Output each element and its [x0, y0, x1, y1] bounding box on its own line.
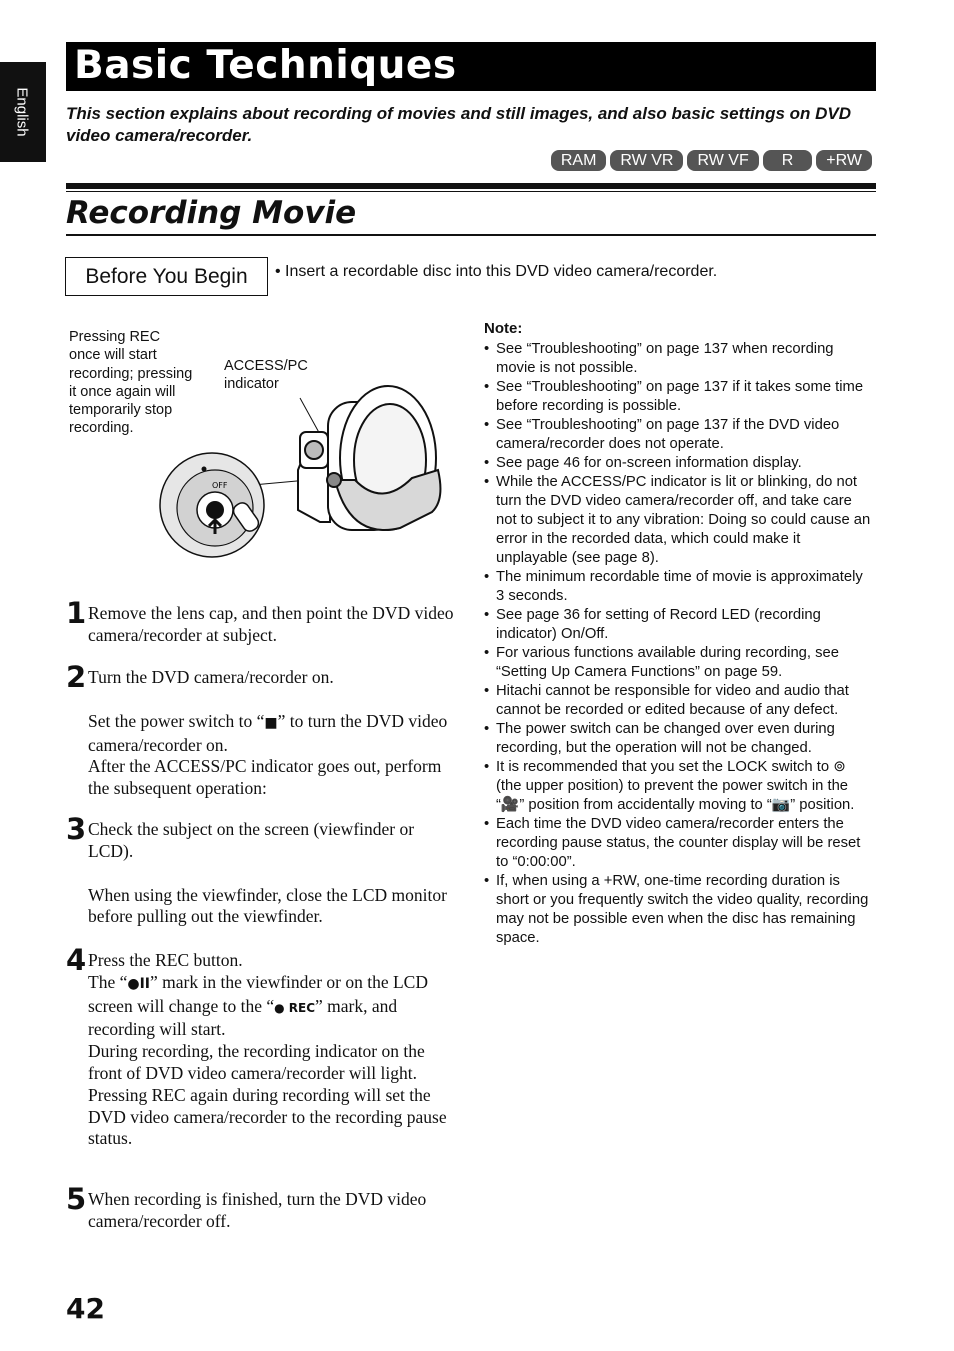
language-tab-label: English: [13, 87, 31, 137]
step-text: Remove the lens cap, and then point the DVD video camera/recorder at subject.: [88, 603, 454, 645]
note-heading: Note:: [484, 320, 523, 337]
rec-button-caption: Pressing REC once will start recording; pressing it once again will temporarily stop recording.: [69, 329, 193, 437]
disc-type-badges: [551, 150, 872, 171]
badge-r: R: [763, 150, 813, 171]
step-2: [66, 660, 458, 800]
step-text: Turn the DVD camera/recorder on.: [88, 667, 334, 687]
access-indicator-label: ACCESS/PC indicator: [224, 358, 308, 393]
section-title: Recording Movie: [66, 195, 357, 231]
chapter-title-bar: [66, 42, 876, 91]
notes-list: [483, 340, 875, 948]
note-item: • Each time the DVD video camera/recorder enters the recording pause status, the counter display will be reset to “0:00:00”.: [483, 815, 875, 872]
badge-rw-vf: RW VF: [687, 150, 758, 171]
page-number: 42: [66, 1292, 105, 1325]
note-item: • See page 36 for setting of Record LED (recording indicator) On/Off.: [483, 606, 875, 644]
chapter-title: Basic Techniques: [74, 43, 457, 88]
note-item: • For various functions available during recording, see “Setting Up Camera Functions” on page 59.: [483, 644, 875, 682]
step-detail-3: Pressing REC again during recording will set the DVD video camera/recorder to the recording pause status.: [88, 1084, 447, 1149]
chapter-intro: This section explains about recording of movies and still images, and also basic settings on DVD video camera/recorder.: [66, 104, 852, 145]
before-you-begin-text: • Insert a recordable disc into this DVD video camera/recorder.: [275, 263, 718, 280]
camcorder-illustration: [150, 360, 450, 570]
language-tab: [0, 62, 46, 162]
before-you-begin-box: Before You Begin: [65, 257, 268, 296]
badge-rw-vr: RW VR: [610, 150, 683, 171]
note-item: • See page 46 for on-screen information display.: [483, 454, 875, 473]
step-text: Press the REC button.: [88, 950, 243, 970]
step-detail-2: During recording, the recording indicator on the front of DVD video camera/recorder will light.: [88, 1041, 425, 1083]
step-3: [66, 812, 458, 928]
step-number: 5: [66, 1182, 87, 1216]
step-5: [66, 1182, 458, 1233]
step-detail: When using the viewfinder, close the LCD monitor before pulling out the viewfinder.: [88, 884, 447, 927]
step-detail: Set the power switch to “■” to turn the DVD video camera/recorder on.: [88, 710, 448, 755]
badge-plus-rw: +RW: [816, 150, 872, 171]
movie-camera-icon: ■: [264, 714, 278, 731]
badge-ram: RAM: [551, 150, 607, 171]
step-detail-2: After the ACCESS/PC indicator goes out, perform the subsequent operation:: [88, 756, 442, 799]
step-text: When recording is finished, turn the DVD video camera/recorder off.: [88, 1189, 427, 1231]
step-number: 1: [66, 596, 87, 630]
note-item: • See “Troubleshooting” on page 137 if the DVD video camera/recorder does not operate.: [483, 416, 875, 454]
step-number: 4: [66, 943, 87, 977]
note-item: • If, when using a +RW, one-time recording duration is short or you frequently switch the video quality, recording may not be possible even when the disc has remaining space.: [483, 872, 875, 948]
step-number: 3: [66, 812, 87, 846]
power-switch-detail: [160, 453, 264, 557]
note-item: • The power switch can be changed over even during recording, but the operation will not be changed.: [483, 720, 875, 758]
step-text: Check the subject on the screen (viewfinder or LCD).: [88, 819, 415, 861]
step-number: 2: [66, 660, 87, 694]
section-underline: [66, 234, 876, 236]
note-item: • While the ACCESS/PC indicator is lit or blinking, do not turn the DVD video camera/recorder off, and take care not to subject it to any vibration: Doing so could cause an error in the recorded data, which could make it unplayable (see page 8).: [483, 473, 875, 568]
note-item: • It is recommended that you set the LOCK switch to ⊚ (the upper position) to prevent the power switch in the “🎥” position from accidentally moving to “📷” position.: [483, 758, 875, 815]
step-4: [66, 943, 458, 1150]
section-rule-thick: [66, 183, 876, 189]
note-item: • See “Troubleshooting” on page 137 when recording movie is not possible.: [483, 340, 875, 378]
note-item: • The minimum recordable time of movie is approximately 3 seconds.: [483, 568, 875, 606]
note-item: • See “Troubleshooting” on page 137 if it takes some time before recording is possible.: [483, 378, 875, 416]
rec-mark-icon: ● REC: [274, 1000, 316, 1015]
note-item: • Hitachi cannot be responsible for video and audio that cannot be recorded or edited because of any defect.: [483, 682, 875, 720]
dial-off-label: OFF: [212, 481, 228, 490]
pause-mark-icon: ●II: [127, 975, 150, 992]
step-1: [66, 596, 458, 647]
camcorder-body: [298, 386, 440, 530]
step-detail: The “●II” mark in the viewfinder or on the LCD screen will change to the “● REC” mark, and recording will start.: [88, 971, 428, 1040]
